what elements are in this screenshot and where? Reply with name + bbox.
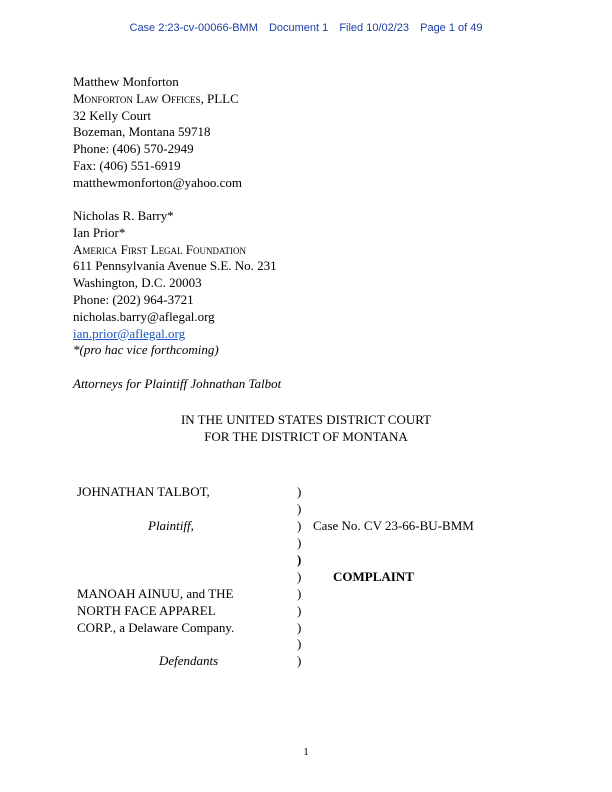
defendant-role: Defendants — [159, 653, 219, 668]
fax: Fax: (406) 551-6919 — [73, 157, 181, 173]
pro-hac-vice-note: *(pro hac vice forthcoming) — [73, 342, 219, 358]
caption-paren: ) — [297, 569, 302, 584]
case-no: Case No. CV 23-66-BU-BMM — [313, 518, 474, 533]
page-count: Page 1 of 49 — [420, 22, 483, 34]
email-link[interactable]: ian.prior@aflegal.org — [73, 325, 186, 341]
email: nicholas.barry@aflegal.org — [73, 308, 215, 324]
attorney-name: Matthew Monforton — [73, 74, 179, 89]
caption-paren: ) — [297, 484, 302, 499]
address-line: Bozeman, Montana 59718 — [73, 124, 211, 140]
caption-paren: ) — [297, 535, 302, 550]
filed-date: Filed 10/02/23 — [339, 22, 410, 34]
caption-paren: ) — [297, 653, 302, 668]
counsel-block-2 — [73, 208, 277, 359]
defendant-line-2: NORTH FACE APPAREL — [77, 602, 216, 618]
caption-paren: ) — [297, 619, 302, 635]
attorneys-for: Attorneys for Plaintiff Johnathan Talbot — [73, 376, 282, 391]
address-line: Washington, D.C. 20003 — [73, 275, 202, 291]
firm-name: Monforton Law Offices, PLLC — [73, 90, 239, 106]
attorney-name: Nicholas R. Barry* — [73, 208, 174, 223]
caption-paren: ) — [297, 552, 302, 567]
plaintiff-role: Plaintiff, — [148, 518, 194, 533]
email: matthewmonforton@yahoo.com — [73, 174, 243, 190]
caption-paren: ) — [297, 602, 302, 618]
court-title — [0, 411, 612, 445]
defendant-line-1: MANOAH AINUU, and THE — [77, 586, 234, 601]
caption-paren: ) — [297, 586, 302, 601]
address-line: 611 Pennsylvania Avenue S.E. No. 231 — [73, 258, 277, 274]
phone: Phone: (406) 570-2949 — [73, 141, 194, 157]
page-number: 1 — [303, 746, 309, 758]
attorney-name: Ian Prior* — [73, 224, 126, 240]
document-number: Document 1 — [268, 22, 329, 34]
court-line-2: FOR THE DISTRICT OF MONTANA — [204, 429, 408, 444]
case-header — [0, 22, 612, 34]
court-line-1: IN THE UNITED STATES DISTRICT COURT — [180, 412, 432, 427]
document-title: COMPLAINT — [333, 569, 414, 584]
address-line: 32 Kelly Court — [73, 107, 151, 123]
caption-paren: ) — [297, 636, 302, 652]
caption-paren: ) — [297, 518, 302, 533]
caption-paren: ) — [297, 501, 302, 516]
defendant-line-3: CORP., a Delaware Company. — [77, 619, 235, 635]
firm-name: America First Legal Foundation — [73, 241, 247, 257]
counsel-block-1 — [73, 74, 242, 192]
plaintiff-name: JOHNATHAN TALBOT, — [77, 484, 210, 499]
case-number: Case 2:23-cv-00066-BMM — [129, 22, 258, 34]
phone: Phone: (202) 964-3721 — [73, 291, 194, 307]
